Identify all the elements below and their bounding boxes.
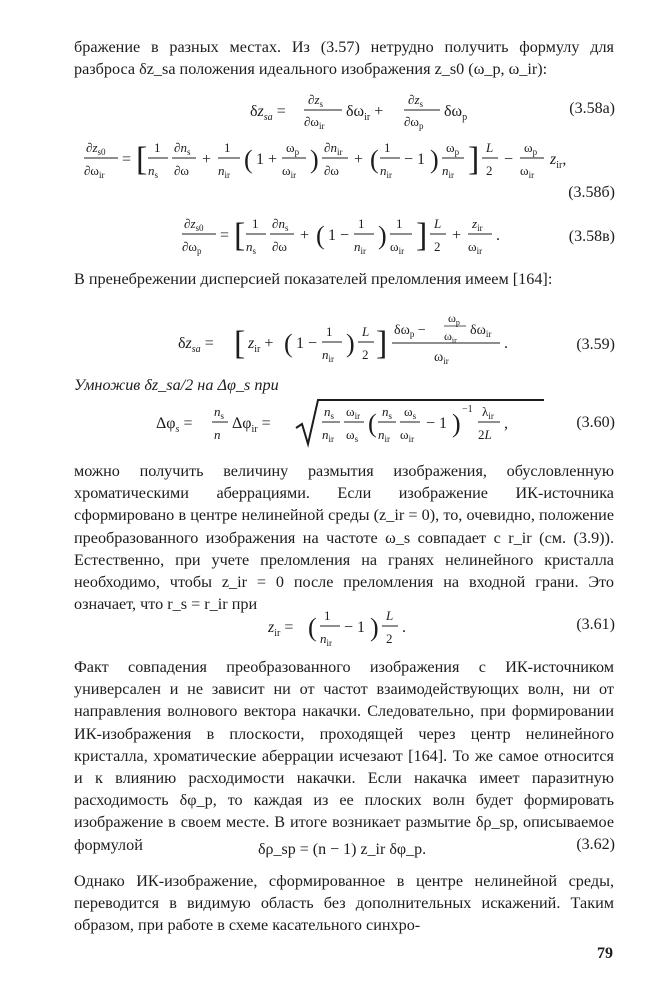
equation-3-58v <box>182 212 522 262</box>
svg-text:.: . <box>402 619 406 636</box>
svg-text:δωir: $\delta\omega_{ir}$ <box>470 323 492 339</box>
equation-number-3-62: (3.62) <box>576 836 615 853</box>
svg-text:ns: $n_s$ <box>214 404 225 421</box>
svg-text:1 +: 1 + <box>256 151 278 168</box>
svg-text:∂ω: ∂ω <box>324 163 339 178</box>
svg-text:zir +: $z_{ir}$ + <box>248 335 274 355</box>
svg-text:nir: $n_{ir}$ <box>442 163 454 180</box>
equation-number-3-58v: (3.58в) <box>568 228 615 245</box>
svg-text:∂ns: $\partial n_s$ <box>272 216 289 233</box>
svg-text:− 1: − 1 <box>344 619 366 636</box>
svg-text:[: [ <box>234 325 246 362</box>
equation-3-60 <box>156 396 546 452</box>
equation-number-3-59: (3.59) <box>576 336 615 353</box>
svg-text:1 −: 1 − <box>296 335 318 352</box>
svg-text:ωp: $\omega_p$ <box>524 140 538 157</box>
svg-text:∂ωp: $\partial\omega_p$ <box>182 239 202 256</box>
paragraph-6: Однако ИК-изображение, сформированное в центре нелинейной среды, переводится в видимую область без дополнительных искажений. Таким образом, при работе в схеме касательного синхро- <box>74 872 614 935</box>
svg-text:ωir: $\omega_{ir}$ <box>390 239 405 256</box>
svg-text:2: 2 <box>434 239 441 254</box>
paragraph-5: Факт совпадения преобразованного изображения с ИК-источником универсален и не зависит ни от частот взаимодействующих волн, ни от направления волнового вектора накачки. Следовательно, при формировании ИК-изображения в плоскости, проходящей через центр нелинейного кристалла, хроматические аберрации исчезают [164]. То же самое относится и к влиянию расходимости накачки. Если накачка имеет паразитную расходимость δφ_p, то каждая из ее плоских волн будет формировать изображение в своем месте. В итоге возникает размытие δρ_sp, описываемое формулой <box>74 658 614 854</box>
svg-text:ns: $n_s$ <box>382 404 393 421</box>
svg-text:]: ] <box>416 217 428 254</box>
svg-text:L: L <box>486 140 494 155</box>
svg-text:δωp: $\delta\omega_p$ <box>444 103 468 123</box>
svg-text:[: [ <box>234 217 246 254</box>
svg-text:ωir: $\omega_{ir}$ <box>520 163 535 180</box>
svg-text:nir: $n_{ir}$ <box>378 427 390 444</box>
svg-text:1: 1 <box>324 608 331 623</box>
paragraph-3: Умножив δz_sa/2 на Δφ_s при <box>74 376 279 394</box>
svg-text:Δφir =: $\Delta\varphi_{ir}$ = <box>232 415 271 435</box>
svg-text:ωir: $\omega_{ir}$ <box>282 163 297 180</box>
svg-text:+: + <box>452 227 462 244</box>
svg-text:ωp: $\omega_p$ <box>448 311 460 327</box>
svg-text:− 1: − 1 <box>426 415 448 432</box>
svg-text:): ) <box>378 221 387 250</box>
svg-text:): ) <box>452 409 461 438</box>
svg-text:ns: $n_s$ <box>246 239 257 256</box>
svg-text:(: ( <box>308 613 317 642</box>
svg-text:): ) <box>430 145 439 174</box>
svg-text:ωs: $\omega_s$ <box>346 427 359 444</box>
svg-text:1: 1 <box>384 140 391 155</box>
svg-text:): ) <box>370 613 379 642</box>
svg-text:nir: $n_{ir}$ <box>354 239 366 256</box>
svg-text:Δφs =: $\Delta\varphi_s$ = <box>156 415 193 435</box>
svg-text:L: L <box>434 216 442 231</box>
equation-3-59 <box>178 310 528 370</box>
svg-text:+: + <box>300 227 310 244</box>
equation-number-3-58a: (3.58а) <box>569 100 615 117</box>
svg-text:δzsa =: $\delta z_{sa}$ = <box>250 103 286 123</box>
equation-3-61 <box>268 604 438 652</box>
svg-text:∂nir: $\partial n_{ir}$ <box>324 140 343 157</box>
svg-text:ωp: $\omega_p$ <box>446 140 460 157</box>
svg-text:): ) <box>346 329 355 358</box>
svg-text:2: 2 <box>486 163 493 178</box>
svg-text:,: , <box>504 415 508 432</box>
svg-text:=: = <box>220 227 230 244</box>
svg-text:(: ( <box>316 221 325 250</box>
svg-text:λir: $\lambda_{ir}$ <box>482 404 494 421</box>
svg-text:): ) <box>310 145 319 174</box>
svg-text:[: [ <box>136 141 148 178</box>
svg-text:+: + <box>202 151 212 168</box>
page-number: 79 <box>597 945 613 962</box>
svg-text:L: L <box>362 324 370 339</box>
svg-text:zir =: $z_{ir}$ = <box>268 619 294 639</box>
svg-text:1: 1 <box>396 216 403 231</box>
svg-text:ns: $n_s$ <box>148 163 159 180</box>
svg-text:∂zs0: $\partial z_{s0}$ <box>86 140 106 157</box>
svg-text:2: 2 <box>362 347 369 362</box>
svg-text:n: n <box>214 427 221 442</box>
svg-text:ωir: $\omega_{ir}$ <box>468 239 483 256</box>
svg-text:nir: $n_{ir}$ <box>322 427 334 444</box>
svg-text:]: ] <box>468 141 480 178</box>
svg-text:]: ] <box>376 325 388 362</box>
svg-text:∂ω: ∂ω <box>174 163 189 178</box>
svg-text:(: ( <box>244 145 253 174</box>
svg-text:1: 1 <box>358 216 365 231</box>
svg-text:zir,: $z_{ir}$, <box>550 151 567 171</box>
svg-text:−: − <box>504 151 514 168</box>
svg-text:δωir +: $\delta\omega_{ir}$ + <box>346 103 384 123</box>
svg-text:ωp: $\omega_p$ <box>286 140 300 157</box>
paragraph-1: бражение в разных местах. Из (3.57) нетрудно получить формулу для разброса δz_sa положения идеального изображения z_s0 (ω_p, ω_ir): <box>74 38 614 79</box>
svg-text:+: + <box>354 151 364 168</box>
equation-3-62: δρ_sp = (n − 1) z_ir δφ_p. <box>258 841 427 858</box>
svg-text:2: 2 <box>386 631 393 646</box>
svg-text:∂zs: $\partial z_s$ <box>308 92 324 109</box>
svg-text:L: L <box>386 608 394 623</box>
paragraph-2: В пренебрежении дисперсией показателей преломления имеем [164]: <box>74 270 553 288</box>
svg-text:zir: $z_{ir}$ <box>472 216 483 233</box>
svg-text:∂ωp: $\partial\omega_p$ <box>404 114 424 131</box>
svg-text:ns: $n_s$ <box>324 404 335 421</box>
svg-text:δzsa =: $\delta z_{sa}$ = <box>178 335 214 355</box>
svg-text:ωir: $\omega_{ir}$ <box>434 350 449 366</box>
svg-text:∂ωir: $\partial\omega_{ir}$ <box>304 114 325 131</box>
svg-text:=: = <box>122 151 132 168</box>
svg-text:∂zs: $\partial z_s$ <box>408 92 424 109</box>
svg-text:(: ( <box>284 329 293 358</box>
svg-text:.: . <box>496 227 500 244</box>
equation-number-3-58b: (3.58б) <box>568 184 615 201</box>
svg-text:ωir: $\omega_{ir}$ <box>346 404 361 421</box>
equation-number-3-61: (3.61) <box>576 616 615 633</box>
equation-number-3-60: (3.60) <box>576 414 615 431</box>
svg-text:(: ( <box>370 145 379 174</box>
svg-text:1: 1 <box>326 324 333 339</box>
svg-text:nir: $n_{ir}$ <box>218 163 230 180</box>
equation-3-58a <box>250 88 530 134</box>
svg-text:ωir: $\omega_{ir}$ <box>400 427 415 444</box>
svg-text:(: ( <box>368 409 377 438</box>
svg-text:− 1: − 1 <box>404 151 426 168</box>
svg-text:nir: $n_{ir}$ <box>380 163 392 180</box>
svg-text:1 −: 1 − <box>328 227 350 244</box>
equation-3-58b <box>84 136 624 188</box>
svg-text:ωir: $\omega_{ir}$ <box>444 329 457 345</box>
svg-text:nir: $n_{ir}$ <box>322 347 334 364</box>
svg-text:∂ω: ∂ω <box>272 239 287 254</box>
svg-text:1: 1 <box>252 216 259 231</box>
svg-text:∂ωir: $\partial\omega_{ir}$ <box>84 163 105 180</box>
svg-text:1: 1 <box>224 140 231 155</box>
svg-text:ωs: $\omega_s$ <box>404 404 417 421</box>
svg-text:∂ns: $\partial n_s$ <box>174 140 191 157</box>
svg-text:−1: −1 <box>462 404 473 415</box>
svg-text:δωp −: $\delta\omega_p$ − <box>394 323 426 339</box>
svg-text:nir: $n_{ir}$ <box>320 631 332 648</box>
svg-text:1: 1 <box>154 140 161 155</box>
paragraph-4: можно получить величину размытия изображения, обусловленную хроматическими аберрациями. Если изображение ИК-источника сформировано в центре нелинейной среды (z_ir = 0), то, очевидно, положение преобразованного изображения на частоте ω_s совпадает с r_ir (см. (3.9)). Естественно, при учете преломления на гранях нелинейного кристалла необходимо, чтобы z_ir = 0 после преломления на входной грани. Это означает, что r_s = r_ir при <box>74 462 614 614</box>
svg-text:2L: 2L <box>478 427 492 442</box>
svg-text:.: . <box>504 335 508 352</box>
svg-text:∂zs0: $\partial z_{s0}$ <box>184 216 204 233</box>
